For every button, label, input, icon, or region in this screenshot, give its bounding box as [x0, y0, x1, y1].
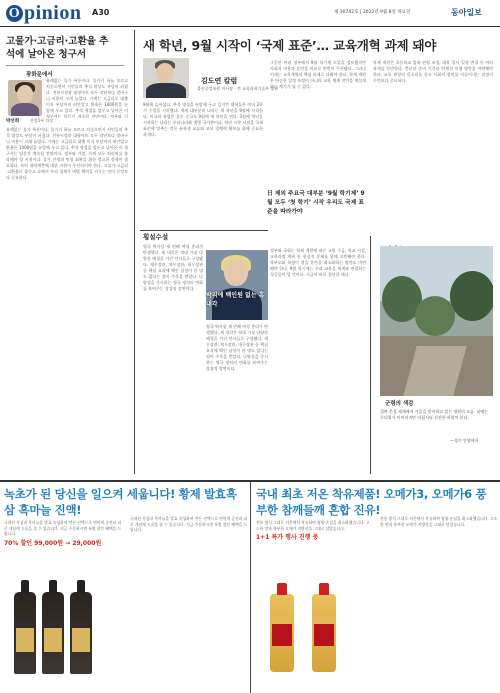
- main-article-col1: 9월에 들어섰다. 추석 명절을 눈앞에 두고 있지만 대학들은 이미 2학기 수업을 시작했다. 세계 대부분의 나라는 새 학년을 9월에 시작한다. 미국과 유럽은 물론 중국도 9월에 새 학년을 연다. 3월에 학년을 시작하는 나라는 우리나라와 몇몇 국가뿐이다. 학년 시작 시점을 국제 표준에 맞추는 것은 유학생 교류와 교육 경쟁력 확보를 위해 중요한 과제다.: [143, 102, 263, 137]
- sidebar-photo: [206, 250, 268, 320]
- sidebar-text: 영국 역사상 세 번째 여성 총리가 탄생했다. 새 내각은 역대 가장 다양한 배경을 가진 인사들로 구성됐다. 재무장관, 외무장관, 내무장관 등 핵심 요직에 백인 남성이 한 명도 없다는 점이 주목을 받았다. 다양성을 중시하는 영국 정치의 변화를 보여주는 상징적 장면이다.: [143, 244, 203, 291]
- sidebar-photo-face: [224, 260, 248, 286]
- sidebar-text-2: 영국 역사상 세 번째 여성 총리가 탄생했다. 새 내각은 역대 가장 다양한 배경을 가진 인사들로 구성됐다. 재무장관, 외무장관, 내무장관 등 핵심 요직에 백인 남성이 한 명도 없다는 점이 주목을 받았다. 다양성을 중시하는 영국 정치의 변화를 보여주는 상징적 장면이다.: [206, 324, 268, 371]
- photo-caption-title: 군령의 색감: [385, 401, 414, 407]
- left-divider: [6, 65, 124, 66]
- columnist-face: [156, 63, 174, 83]
- ad2-price: 1+1 특가 행사 진행 중: [256, 534, 319, 541]
- ad1-detail-text: 국내산 흑삼과 흑마늘을 발효 숙성하여 만든 진액으로 면역력 증진과 피로 개선에 도움을 줄 수 있습니다. 지금 주문하시면 특별 할인 혜택을 드립니다.: [130, 516, 248, 532]
- ad-black-garlic[interactable]: [0, 482, 248, 693]
- author-role: 산업1부 차장: [30, 118, 54, 123]
- logo-o-mark: O: [6, 5, 23, 22]
- ad1-headline: 녹초가 된 당신을 일으켜 세웁니다! 황제 발효흑삼 흑마늘 진액!: [4, 487, 237, 517]
- ad-sesame-oil[interactable]: [252, 482, 500, 693]
- columnist-role: 울산공업학원 이사장 · 전 교육과학기술부 장관: [197, 86, 279, 91]
- ad2-headline: 국내 최초 저온 착유제품! 오메가3, 오메가6 풍부한 참깨들깨 혼합 진유!: [256, 487, 487, 517]
- columnist-photo: [143, 58, 189, 98]
- left-section-label: 광화문에서: [26, 72, 53, 78]
- ad2-oil-bottle-2: [312, 594, 336, 672]
- sidebar-title: 횡설수설: [143, 233, 169, 241]
- main-article-col4: 정부와 국회는 학제 개편에 따른 교원 수급, 학교 시설, 교육과정 개편 등 현실적 문제를 함께 고민해야 한다. 학부모와 학생이 겪을 혼란을 최소화하는 방안도 마련해야 한다. 9월 학기제는 우리 교육을 세계와 연결하는 첫걸음이 될 것이다. 지금이 바로 결단할 때다.: [270, 248, 366, 277]
- ad1-text: 국내산 흑삼과 흑마늘을 발효 숙성하여 만든 진액으로 면역력 증진과 피로 개선에 도움을 줄 수 있습니다. 지금 주문하시면 특별 할인 혜택을 드립니다.: [4, 520, 122, 536]
- sidebar-photo-headline: 박리에 백인원 없는 흑내각: [206, 292, 265, 308]
- ad-divider: [250, 482, 251, 693]
- photo-credit: —경기 안양에서: [450, 438, 479, 443]
- page-header: [0, 0, 500, 27]
- portrait-face: [17, 85, 33, 103]
- left-column-body: 유례없는 물가 폭등이다. 물가가 하늘 모르고 치솟으면서 서민들의 추석 밥상도 부담이 커졌다. 전통시장과 대형마트 모두 작년보다 장바구니 비용이 크게 늘었다. 가계는 고금리로 대출 이자 부담까지 떠안았고 환율은 1400원을 눈앞에 두고 있다. 추석 명절을 앞두고 날아온 이 청구서는 당분간 계속될 전망이다. 정부와 기업, 가계 모두 허리띠를 졸라매야 할 시점이다. 물가 안정과 민생 회복을 위한 정교한 정책이 필요하다. 특히 취약계층에 대한 지원이 우선되어야 한다. 고물가·고금리·고환율의 삼중고 속에서 우리 경제가 버틸 체력을 키우는 것이 무엇보다 중요하다.: [6, 127, 128, 180]
- photo-caption: 경북 문경 새재에서 가을을 맞이하고 있는 정원의 모습. 낮에는 무더위가 이어지지만 아침저녁 선선한 바람이 분다.: [380, 409, 489, 420]
- photo-tree-right: [450, 271, 493, 321]
- main-headline: 새 학년, 9월 시작이 ‘국제 표준’… 교육개혁 과제 돼야: [143, 38, 437, 53]
- right-rule: [370, 236, 371, 474]
- photo-tree-center: [415, 296, 455, 336]
- author-name: 박선희: [6, 119, 20, 124]
- ad1-price: 70% 할인 99,000원 → 29,000원: [4, 539, 102, 547]
- ad2-text: 전통 방식 그대로 저온에서 착유하여 영양 손실을 최소화했습니다. 고소한 맛과 풍부한 오메가 지방산을 그대로 담았습니다.: [256, 520, 370, 531]
- left-column-title: 고물가·고금리·고환율 추석에 날아온 청구서: [6, 36, 109, 60]
- issue-meta: 제 30742호 | 2022년 9월 8일 목요일: [334, 10, 411, 15]
- page-number: A30: [92, 8, 110, 17]
- left-intro-text: 유례없는 물가 폭등이다. 물가가 하늘 모르고 치솟으면서 서민들의 추석 밥상도 부담이 커졌다. 전통시장과 대형마트 모두 작년보다 장바구니 비용이 크게 늘었다. 가계는 고금리로 대출 이자 부담까지 떠안았고 환율은 1400원을 눈앞에 두고 있다. 추석 명절을 앞두고 날아온 이 청구서는 당분간 계속될 전망이다. 정부와 기: [46, 78, 128, 118]
- logo-text: pinion: [24, 2, 82, 24]
- author-portrait: [8, 80, 42, 116]
- pull-quote-text: 日 제외 주요국 대부분 ‘9월 학기제’ 9월 모두 ‘첫 학기’ 시작 우리도 국제 표준을 따라가야: [267, 191, 365, 215]
- columnist-name: 김도연 칼럼: [201, 77, 238, 85]
- sidebar-top-rule: [140, 230, 268, 231]
- portrait-body: [11, 103, 39, 116]
- opinion-logo: [6, 2, 81, 25]
- ad2-detail-text: 전통 방식 그대로 저온에서 착유하여 영양 손실을 최소화했습니다. 고소한 맛과 풍부한 오메가 지방산을 그대로 담았습니다.: [380, 516, 498, 527]
- ad1-bottle-1: [14, 592, 36, 674]
- columnist-suit: [146, 83, 186, 98]
- ad2-oil-bottle-1: [270, 594, 294, 672]
- ad1-bottle-2: [42, 592, 64, 674]
- column-rule: [134, 30, 135, 474]
- pull-quote: [267, 190, 367, 242]
- scenic-photo: [380, 246, 493, 396]
- main-article-col3: 학제 개편은 초등학교 입학 연령 조정, 대학 입시 일정 변경 등 여러 과제를 동반한다. 충분한 준비 기간과 단계적 이행 방안을 마련해야 한다. 교육 현장의 목소리를 듣고 사회적 합의를 이끌어내는 과정이 무엇보다 중요하다.: [373, 60, 493, 83]
- main-article-col2: 그동안 여러 정부에서 9월 학기제 도입을 검토했지만 사회적 비용과 혼란을 이유로 번번이 무산됐다. 그러나 이제는 교육개혁의 핵심 과제로 다뤄야 한다. 학제 개편은 단순한 일정 조정이 아니라 교육 체계 전반을 재설계하는 계기가 될 수 있다.: [270, 60, 366, 89]
- ad1-bottle-3: [70, 592, 92, 674]
- newspaper-name: 동아일보: [451, 8, 482, 17]
- advertisement-area: [0, 480, 500, 693]
